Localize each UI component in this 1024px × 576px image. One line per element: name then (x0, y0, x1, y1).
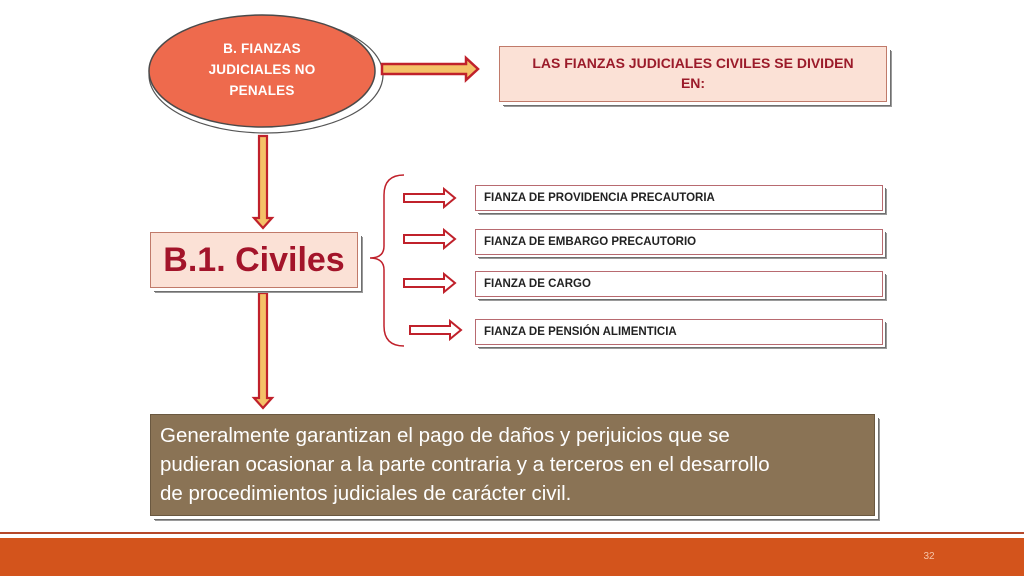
header-text (500, 53, 886, 93)
header-box (499, 46, 887, 102)
main-node-label (178, 38, 346, 101)
main-node-line-3: PENALES (229, 83, 295, 98)
main-node-line-1: B. FIANZAS (223, 41, 301, 56)
category-label: B.1. Civiles (163, 241, 345, 279)
item-label: FIANZA DE PROVIDENCIA PRECAUTORIA (484, 192, 715, 204)
item-label: FIANZA DE CARGO (484, 278, 591, 290)
arrow-to-description (254, 293, 272, 408)
description-text (160, 421, 868, 508)
item-arrow-1 (404, 189, 455, 207)
item-arrow-4 (410, 321, 461, 339)
arrow-to-civiles (254, 136, 272, 228)
item-box-embargo (475, 229, 883, 255)
item-box-providencia (475, 185, 883, 211)
item-box-pension (475, 319, 883, 345)
footer-divider (0, 532, 1024, 534)
item-arrow-2 (404, 230, 455, 248)
description-line-3: de procedimientos judiciales de carácter civil. (160, 482, 572, 505)
description-line-1: Generalmente garantizan el pago de daños y perjuicios que se (160, 424, 730, 447)
description-box (150, 414, 875, 516)
footer-bar (0, 538, 1024, 576)
header-line-1: LAS FIANZAS JUDICIALES CIVILES SE DIVIDEN (532, 55, 854, 71)
curly-brace (370, 175, 404, 346)
header-line-2: EN: (680, 75, 706, 91)
description-line-2: pudieran ocasionar a la parte contraria y a terceros en el desarrollo (160, 453, 770, 476)
item-label: FIANZA DE EMBARGO PRECAUTORIO (484, 236, 697, 248)
main-node-line-2: JUDICIALES NO (208, 62, 316, 77)
item-label: FIANZA DE PENSIÓN ALIMENTICIA (484, 326, 677, 338)
arrow-to-header (382, 58, 478, 80)
category-box (150, 232, 358, 288)
item-box-cargo (475, 271, 883, 297)
page-number: 32 (923, 551, 935, 562)
item-arrow-3 (404, 274, 455, 292)
